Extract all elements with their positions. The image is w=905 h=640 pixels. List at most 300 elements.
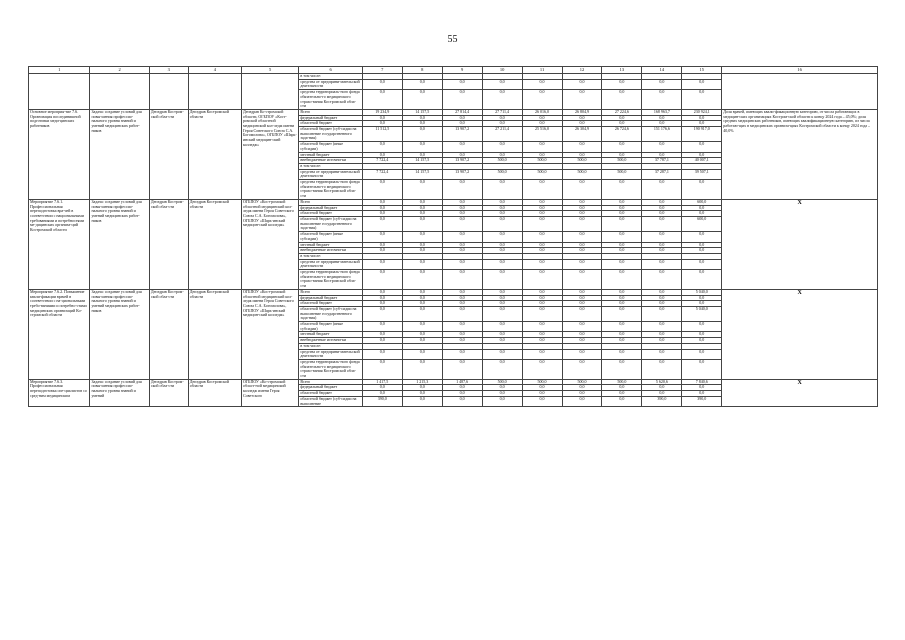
amount-cell: 14 157,5 [402, 169, 442, 179]
amount-cell: 0,0 [682, 259, 722, 269]
amount-cell: 0,0 [682, 270, 722, 290]
coordinator-cell: Депздрав Костром-ской обла-сти [149, 289, 188, 379]
coordinator-cell: Депздрав Костром-ской обла-сти [149, 379, 188, 407]
amount-cell: 1 487,6 [442, 379, 482, 385]
amount-cell: 0,0 [602, 142, 642, 152]
amount-cell: 0,0 [642, 205, 682, 211]
amount-cell: 0,0 [482, 232, 522, 242]
funding-source-cell: федеральный бюджет [299, 115, 362, 121]
amount-cell: 0,0 [562, 152, 602, 158]
amount-cell: 500,0 [522, 379, 562, 385]
amount-cell: 0,0 [442, 259, 482, 269]
amount-cell: 0,0 [642, 385, 682, 391]
amount-cell: 0,0 [402, 391, 442, 397]
funding-source-cell: Всего [299, 379, 362, 385]
page-number: 55 [447, 34, 458, 45]
amount-cell: 0,0 [362, 248, 402, 254]
funding-source-cell: средства от предприни-мательской деятельности [299, 79, 362, 89]
participant-cell: Депздрав Ко-стромской области, ОГБПОУ «Кост-ромской областной медицинский кол-ледж имени Героя Советского Союза С.А. Богомолова», ОГБПОУ «Шарь-инский медицин-ский колледж» [241, 109, 298, 199]
amount-cell: 0,0 [442, 152, 482, 158]
amount-cell: 0,0 [402, 306, 442, 321]
amount-cell: 0,0 [562, 322, 602, 332]
activity-name-cell: Основное мероприя-тие 7.6. Организация послединишной подготовки меди-цинских работников [29, 109, 90, 199]
funding-source-cell: областной бюджет (иные субсидии) [299, 142, 362, 152]
amount-cell: 0,0 [682, 180, 722, 200]
amount-cell: 0,0 [442, 306, 482, 321]
amount-cell: 0,0 [642, 359, 682, 379]
amount-cell: 500,0 [562, 158, 602, 164]
amount-cell: 40 007,1 [682, 158, 722, 164]
amount-cell: 0,0 [562, 338, 602, 344]
funding-source-cell: в том числе: [299, 253, 362, 259]
amount-cell: 500,0 [602, 379, 642, 385]
amount-cell: 0,0 [482, 211, 522, 217]
amount-cell: 0,0 [402, 180, 442, 200]
amount-cell: 0,0 [522, 338, 562, 344]
amount-cell: 0,0 [362, 79, 402, 89]
funding-source-cell: внебюджетные источни-ки [299, 248, 362, 254]
amount-cell: 0,0 [402, 301, 442, 307]
amount-cell: 13 907,2 [442, 169, 482, 179]
funding-source-cell: в том числе: [299, 163, 362, 169]
amount-cell: 25 516,0 [522, 127, 562, 142]
amount-cell: 0,0 [602, 205, 642, 211]
amount-cell: 0,0 [562, 211, 602, 217]
amount-cell: 0,0 [642, 142, 682, 152]
executor-cell: Депздрав Костромской области [188, 109, 241, 199]
amount-cell: 500,0 [522, 169, 562, 179]
amount-cell: 0,0 [402, 259, 442, 269]
amount-cell: 0,0 [482, 295, 522, 301]
amount-cell: 0,0 [602, 349, 642, 359]
amount-cell: 0,0 [522, 115, 562, 121]
amount-cell: 27 814,4 [442, 109, 482, 115]
amount-cell: 0,0 [402, 216, 442, 231]
amount-cell: 11 512,5 [362, 127, 402, 142]
amount-cell: 0,0 [442, 301, 482, 307]
amount-cell: 0,0 [482, 199, 522, 205]
amount-cell: 0,0 [642, 180, 682, 200]
amount-cell: 0,0 [442, 349, 482, 359]
amount-cell: 0,0 [602, 396, 642, 406]
amount-cell: 0,0 [482, 306, 522, 321]
amount-cell: 0,0 [402, 295, 442, 301]
amount-cell: 0,0 [402, 199, 442, 205]
amount-cell: 0,0 [682, 211, 722, 217]
amount-cell: 0,0 [402, 349, 442, 359]
amount-cell: 37 787,1 [642, 158, 682, 164]
amount-cell: 26 724,6 [602, 127, 642, 142]
amount-cell: 0,0 [522, 211, 562, 217]
amount-cell: 0,0 [562, 270, 602, 290]
amount-cell: 0,0 [642, 306, 682, 321]
funding-source-cell: федеральный бюджет [299, 205, 362, 211]
column-number-cell: 7 [362, 67, 402, 74]
amount-cell: 0,0 [682, 121, 722, 127]
amount-cell: 0,0 [642, 332, 682, 338]
amount-cell: 0,0 [642, 338, 682, 344]
amount-cell: 7 722,4 [362, 169, 402, 179]
target-indicator-cell: X [722, 199, 878, 289]
amount-cell: 0,0 [642, 349, 682, 359]
amount-cell: 0,0 [482, 349, 522, 359]
amount-cell: 0,0 [522, 391, 562, 397]
amount-cell: 390,0 [682, 396, 722, 406]
funding-source-cell: областной бюджет (суб-сидии на выполнение [299, 396, 362, 406]
amount-cell: 0,0 [362, 306, 402, 321]
amount-cell: 0,0 [562, 242, 602, 248]
amount-cell: 13 907,2 [442, 127, 482, 142]
amount-cell: 0,0 [442, 289, 482, 295]
amount-cell: 0,0 [642, 270, 682, 290]
amount-cell: 0,0 [642, 152, 682, 158]
amount-cell: 0,0 [482, 332, 522, 338]
continuation-cell [241, 74, 298, 110]
amount-cell: 0,0 [682, 79, 722, 89]
amount-cell: 0,0 [562, 121, 602, 127]
amount-cell: 0,0 [562, 199, 602, 205]
amount-cell: 500,0 [562, 379, 602, 385]
amount-cell: 500,0 [562, 169, 602, 179]
funding-source-cell: Всего [299, 109, 362, 115]
column-number-row [29, 67, 878, 74]
activity-name-cell: Мероприятие 7.6.1. Профессиональная переподготовка вра-чей в соответствии с национальными требованиями и потребностями ме-дицинских организа-ций Костромской области [29, 199, 90, 289]
amount-cell: 0,0 [562, 259, 602, 269]
amount-cell: 0,0 [562, 396, 602, 406]
amount-cell: 0,0 [442, 332, 482, 338]
amount-cell: 0,0 [402, 121, 442, 127]
amount-cell: 0,0 [362, 211, 402, 217]
funding-source-cell: средства территориаль-ного фонда обязательно-го медицинского страхо-вания Костромской обла-сти [299, 359, 362, 379]
amount-cell: 27 711,4 [482, 109, 522, 115]
amount-cell: 0,0 [562, 359, 602, 379]
amount-cell: 7 722,4 [362, 158, 402, 164]
executor-cell: Депздрав Костромской области [188, 289, 241, 379]
amount-cell: 0,0 [562, 248, 602, 254]
amount-cell: 0,0 [522, 232, 562, 242]
amount-cell: 0,0 [562, 332, 602, 338]
amount-cell: 0,0 [362, 391, 402, 397]
continuation-cell [90, 74, 149, 110]
funding-source-cell: областной бюджет (суб-сидии на выполнение государственного зада-ния) [299, 127, 362, 142]
amount-cell: 0,0 [482, 152, 522, 158]
amount-cell: 14 157,5 [402, 158, 442, 164]
amount-cell: 0,0 [682, 242, 722, 248]
amount-cell: 0,0 [402, 232, 442, 242]
amount-cell: 0,0 [522, 90, 562, 110]
amount-cell: 0,0 [402, 142, 442, 152]
amount-cell: 0,0 [362, 259, 402, 269]
amount-cell: 0,0 [682, 301, 722, 307]
amount-cell: 0,0 [522, 322, 562, 332]
amount-cell: 0,0 [442, 385, 482, 391]
continuation-cell [188, 74, 241, 110]
amount-cell: 0,0 [362, 115, 402, 121]
amount-cell: 1 215,3 [402, 379, 442, 385]
amount-cell: 0,0 [602, 359, 642, 379]
amount-cell: 26 016,0 [522, 109, 562, 115]
amount-cell: 5 040,0 [682, 289, 722, 295]
amount-cell: 0,0 [362, 349, 402, 359]
amount-cell: 0,0 [522, 199, 562, 205]
funding-source-cell: местный бюджет [299, 242, 362, 248]
funding-source-cell: областной бюджет [299, 391, 362, 397]
amount-cell: 0,0 [522, 396, 562, 406]
amount-cell: 0,0 [682, 232, 722, 242]
amount-cell: 0,0 [362, 322, 402, 332]
amount-cell: 19 234,9 [362, 109, 402, 115]
amount-cell: 0,0 [402, 322, 442, 332]
amount-cell: 0,0 [482, 90, 522, 110]
amount-cell: 0,0 [442, 295, 482, 301]
amount-cell: 0,0 [562, 142, 602, 152]
amount-cell: 0,0 [442, 199, 482, 205]
amount-cell: 0,0 [642, 90, 682, 110]
amount-cell: 0,0 [682, 152, 722, 158]
column-number-cell: 1 [29, 67, 90, 74]
amount-cell: 0,0 [522, 289, 562, 295]
column-number-cell: 5 [241, 67, 298, 74]
amount-cell: 0,0 [602, 322, 642, 332]
target-indicator-cell: X [722, 379, 878, 407]
amount-cell: 0,0 [602, 115, 642, 121]
amount-cell: 0,0 [482, 322, 522, 332]
task-cell: Задача: создание условий для повы-шения профессио-нального уровня знаний и умений медицинских работ-ников [90, 199, 149, 289]
amount-cell: 0,0 [522, 385, 562, 391]
funding-source-cell: областной бюджет [299, 211, 362, 217]
amount-cell: 0,0 [402, 242, 442, 248]
column-number-cell: 8 [402, 67, 442, 74]
amount-cell: 0,0 [562, 301, 602, 307]
amount-cell: 0,0 [402, 396, 442, 406]
amount-cell: 0,0 [642, 115, 682, 121]
amount-cell: 0,0 [362, 242, 402, 248]
amount-cell: 0,0 [442, 391, 482, 397]
amount-cell: 0,0 [362, 152, 402, 158]
amount-cell: 0,0 [402, 270, 442, 290]
funding-source-cell: Всего [299, 289, 362, 295]
funding-source-cell: средства от предприни-мательской деятельности [299, 259, 362, 269]
column-number-cell: 16 [722, 67, 878, 74]
amount-cell: 0,0 [482, 216, 522, 231]
amount-cell: 0,0 [562, 385, 602, 391]
amount-cell: 0,0 [602, 338, 642, 344]
amount-cell: 0,0 [682, 359, 722, 379]
amount-cell: 0,0 [642, 248, 682, 254]
funding-source-cell: средства территориаль-ного фонда обязательно-го медицинского страхо-вания Костромской обла-сти [299, 180, 362, 200]
amount-cell: 0,0 [562, 295, 602, 301]
amount-cell: 0,0 [522, 332, 562, 338]
amount-cell: 0,0 [402, 332, 442, 338]
amount-cell: 0,0 [522, 79, 562, 89]
amount-cell: 0,0 [562, 115, 602, 121]
amount-cell: 0,0 [602, 199, 642, 205]
amount-cell: 0,0 [602, 211, 642, 217]
amount-cell: 0,0 [522, 301, 562, 307]
amount-cell: 0,0 [442, 216, 482, 231]
amount-cell: 0,0 [442, 180, 482, 200]
target-indicator-cell: Доля врачей, имеющих квали-фикационную категорию, от числа работающих в медицин-ских организациях Костром-ской области к концу 2024 года – 45,0%; доля средних медицинских работников, имеющих квалификационную категорию, из числа работаю-щих в медицинских организа-циях Костромской области к концу 2024 года – 40,0% [722, 109, 878, 199]
funding-source-cell: средства от предприни-мательской деятельности [299, 349, 362, 359]
amount-cell: 0,0 [442, 322, 482, 332]
amount-cell: 0,0 [602, 248, 642, 254]
amount-cell: 0,0 [482, 79, 522, 89]
amount-cell: 390,0 [362, 396, 402, 406]
amount-cell: 26 804,9 [562, 109, 602, 115]
amount-cell: 0,0 [442, 121, 482, 127]
amount-cell: 0,0 [562, 391, 602, 397]
amount-cell: 500,0 [602, 158, 642, 164]
participant-cell: ОГБПОУ «Кост-ромской областной медицинский кол-ледж имени Героя Советского Союза С.А. Богомолова», ОГБПОУ «Шарь-инский медицин-ский колледж» [241, 289, 298, 379]
amount-cell: 600,0 [682, 199, 722, 205]
amount-cell: 39 507,1 [682, 169, 722, 179]
amount-cell: 0,0 [682, 385, 722, 391]
amount-cell: 0,0 [362, 289, 402, 295]
amount-cell: 0,0 [562, 205, 602, 211]
amount-cell: 27 224,6 [602, 109, 642, 115]
amount-cell: 0,0 [362, 121, 402, 127]
amount-cell: 500,0 [482, 169, 522, 179]
amount-cell: 0,0 [362, 90, 402, 110]
amount-cell: 0,0 [642, 121, 682, 127]
amount-cell: 0,0 [522, 349, 562, 359]
amount-cell: 0,0 [442, 232, 482, 242]
continuation-cell [149, 74, 188, 110]
amount-cell: 500,0 [482, 379, 522, 385]
amount-cell: 0,0 [602, 391, 642, 397]
column-number-cell: 4 [188, 67, 241, 74]
column-number-cell: 15 [682, 67, 722, 74]
amount-cell: 0,0 [402, 248, 442, 254]
amount-cell: 0,0 [482, 289, 522, 295]
amount-cell: 0,0 [682, 142, 722, 152]
funding-source-cell: областной бюджет (суб-сидии на выполнение государственного зада-ния) [299, 216, 362, 231]
amount-cell: 14 157,5 [402, 109, 442, 115]
amount-cell: 0,0 [602, 180, 642, 200]
amount-cell: 13 907,2 [442, 158, 482, 164]
funding-source-cell: средства территориаль-ного фонда обязательно-го медицинского страхо-вания Костромской обла-сти [299, 270, 362, 290]
amount-cell: 0,0 [642, 295, 682, 301]
amount-cell: 0,0 [562, 79, 602, 89]
amount-cell: 0,0 [442, 242, 482, 248]
funding-source-cell: внебюджетные источни-ки [299, 338, 362, 344]
amount-cell: 0,0 [522, 121, 562, 127]
amount-cell: 500,0 [602, 169, 642, 179]
task-cell: Задача: создание условий для повы-шения профессио-нального уровня знаний и умений [90, 379, 149, 407]
amount-cell: 0,0 [562, 180, 602, 200]
task-cell: Задача: создание условий для повы-шения профессио-нального уровня знаний и умений медицинских работ-ников [90, 109, 149, 199]
column-number-cell: 2 [90, 67, 149, 74]
executor-cell: Депздрав Костромской области [188, 379, 241, 407]
amount-cell: 0,0 [442, 90, 482, 110]
amount-cell: 0,0 [402, 211, 442, 217]
amount-cell: 0,0 [602, 121, 642, 127]
amount-cell: 0,0 [562, 349, 602, 359]
amount-cell: 0,0 [522, 248, 562, 254]
amount-cell: 0,0 [482, 385, 522, 391]
funding-source-cell: федеральный бюджет [299, 385, 362, 391]
amount-cell: 0,0 [522, 270, 562, 290]
funding-source-cell: областной бюджет (суб-сидии на выполнение государственного зада-ния) [299, 306, 362, 321]
funding-source-cell: областной бюджет [299, 121, 362, 127]
amount-cell: 230 924,1 [682, 109, 722, 115]
amount-cell: 0,0 [482, 242, 522, 248]
column-number-cell: 9 [442, 67, 482, 74]
amount-cell: 0,0 [362, 301, 402, 307]
amount-cell: 0,0 [362, 359, 402, 379]
amount-cell: 0,0 [362, 295, 402, 301]
amount-cell: 0,0 [482, 180, 522, 200]
amount-cell: 0,0 [522, 180, 562, 200]
amount-cell: 0,0 [362, 232, 402, 242]
column-number-cell: 11 [522, 67, 562, 74]
budget-table [28, 66, 878, 407]
amount-cell: 0,0 [682, 90, 722, 110]
amount-cell: 0,0 [442, 211, 482, 217]
amount-cell: 168 963,7 [642, 109, 682, 115]
amount-cell: 0,0 [362, 216, 402, 231]
amount-cell: 0,0 [642, 211, 682, 217]
amount-cell: 0,0 [482, 396, 522, 406]
amount-cell: 0,0 [482, 205, 522, 211]
amount-cell: 0,0 [402, 338, 442, 344]
amount-cell: 0,0 [682, 248, 722, 254]
amount-cell: 151 176,6 [642, 127, 682, 142]
amount-cell: 5 040,0 [682, 306, 722, 321]
column-number-cell: 10 [482, 67, 522, 74]
column-number-cell: 12 [562, 67, 602, 74]
amount-cell: 0,0 [362, 385, 402, 391]
amount-cell: 0,0 [362, 270, 402, 290]
amount-cell: 0,0 [642, 259, 682, 269]
amount-cell: 0,0 [682, 349, 722, 359]
amount-cell: 0,0 [562, 232, 602, 242]
amount-cell: 0,0 [402, 127, 442, 142]
column-number-cell: 3 [149, 67, 188, 74]
participant-cell: ОГБПОУ «Кост-ромской областной медицинский кол-ледж имени Героя Советского Союза С.А. Богомолова», ОГБПОУ «Шарь-инский медицин-ский колледж» [241, 199, 298, 289]
amount-cell: 0,0 [602, 79, 642, 89]
amount-cell: 0,0 [522, 205, 562, 211]
funding-source-cell: областной бюджет (иные субсидии) [299, 232, 362, 242]
amount-cell: 0,0 [562, 90, 602, 110]
amount-cell: 0,0 [602, 270, 642, 290]
coordinator-cell: Депздрав Костром-ской обла-сти [149, 199, 188, 289]
amount-cell: 0,0 [562, 289, 602, 295]
amount-cell: 0,0 [442, 359, 482, 379]
amount-cell: 0,0 [642, 216, 682, 231]
amount-cell: 500,0 [482, 158, 522, 164]
amount-cell: 0,0 [602, 216, 642, 231]
funding-source-cell: областной бюджет (иные субсидии) [299, 322, 362, 332]
amount-cell: 0,0 [522, 142, 562, 152]
amount-cell: 0,0 [682, 338, 722, 344]
column-number-cell: 13 [602, 67, 642, 74]
participant-cell: ОГБПОУ «Ко-стромской област-ной медицинский колледж имени Героя Советского [241, 379, 298, 407]
amount-cell: 0,0 [522, 216, 562, 231]
continuation-cell [29, 74, 90, 110]
funding-source-cell: в том числе: [299, 74, 362, 80]
amount-cell: 0,0 [682, 332, 722, 338]
amount-cell: 0,0 [442, 248, 482, 254]
amount-cell: 0,0 [642, 242, 682, 248]
amount-cell: 0,0 [602, 289, 642, 295]
amount-cell: 0,0 [442, 270, 482, 290]
amount-cell: 27 211,4 [482, 127, 522, 142]
amount-cell: 0,0 [602, 385, 642, 391]
amount-cell: 0,0 [642, 301, 682, 307]
amount-cell: 0,0 [482, 301, 522, 307]
continuation-cell [722, 74, 878, 110]
